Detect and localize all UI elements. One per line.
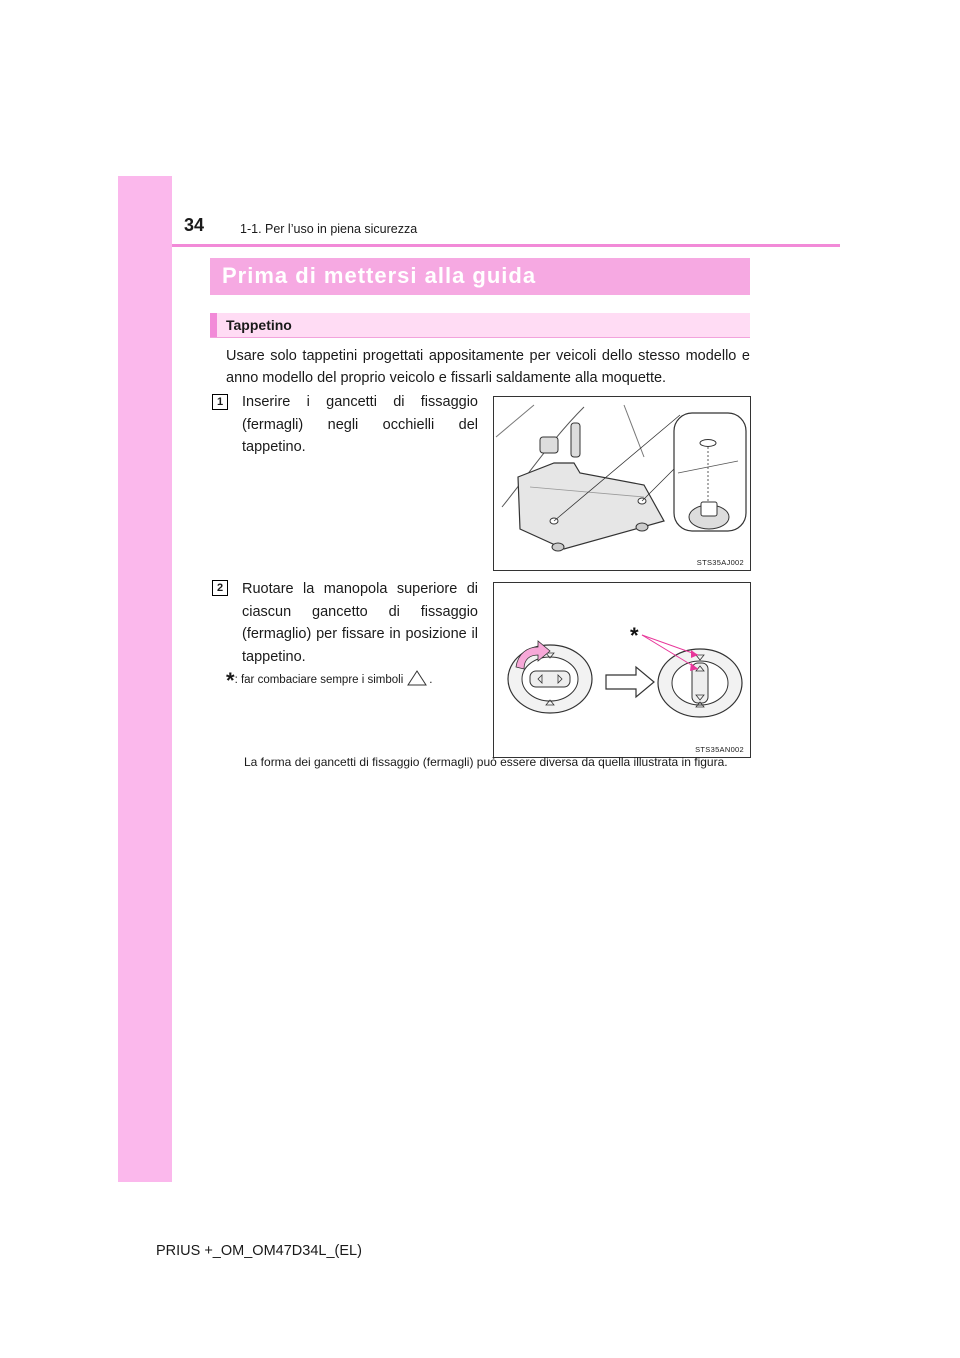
header-divider — [172, 244, 840, 247]
figure-2-marker: * — [630, 623, 639, 648]
page-number: 34 — [184, 215, 205, 235]
section-subtitle: Tappetino — [226, 317, 292, 333]
step-2-badge: 2 — [212, 580, 228, 596]
side-color-band — [118, 176, 172, 1182]
page-title: Prima di mettersi alla guida — [222, 263, 537, 288]
step-1-badge: 1 — [212, 394, 228, 410]
step-2-text: Ruotare la manopola superiore di ciascun gancetto di fissaggio (fermaglio) per fissare in posizione il tappetino. — [242, 581, 478, 665]
footer-doc-code: PRIUS +_OM_OM47D34L_(EL) — [156, 1243, 362, 1259]
rotate-knob-illustration — [494, 583, 750, 757]
figure-1-code: STS35AJ002 — [696, 558, 744, 567]
footnote-marker: * — [226, 668, 235, 693]
floor-mat-illustration — [494, 397, 750, 570]
figure-rotate-knob — [493, 582, 751, 758]
step-1-text: Inserire i gancetti di fissaggio (fermagli) negli occhielli del tappetino. — [242, 394, 478, 455]
section-breadcrumb: 1-1. Per l’uso in piena sicurezza — [240, 222, 418, 236]
figure-floor-mat-hooks — [493, 396, 751, 571]
footnote-end: . — [429, 674, 433, 686]
title-banner — [210, 258, 750, 295]
triangle-symbol-icon — [407, 670, 427, 686]
note-paragraph: La forma dei gancetti di fissaggio (fermagli) può essere diversa da quella illustrata in figura. — [244, 755, 728, 769]
footnote-text: : far combaciare sempre i simboli — [234, 674, 404, 686]
subtitle-banner — [210, 313, 750, 338]
intro-paragraph: Usare solo tappetini progettati appositamente per veicoli dello stesso modello e anno modello del proprio veicolo e fissarli saldamente alla moquette. — [226, 348, 750, 386]
figure-2-code: STS35AN002 — [695, 745, 744, 754]
footnote — [226, 668, 433, 694]
subtitle-accent — [210, 313, 217, 337]
